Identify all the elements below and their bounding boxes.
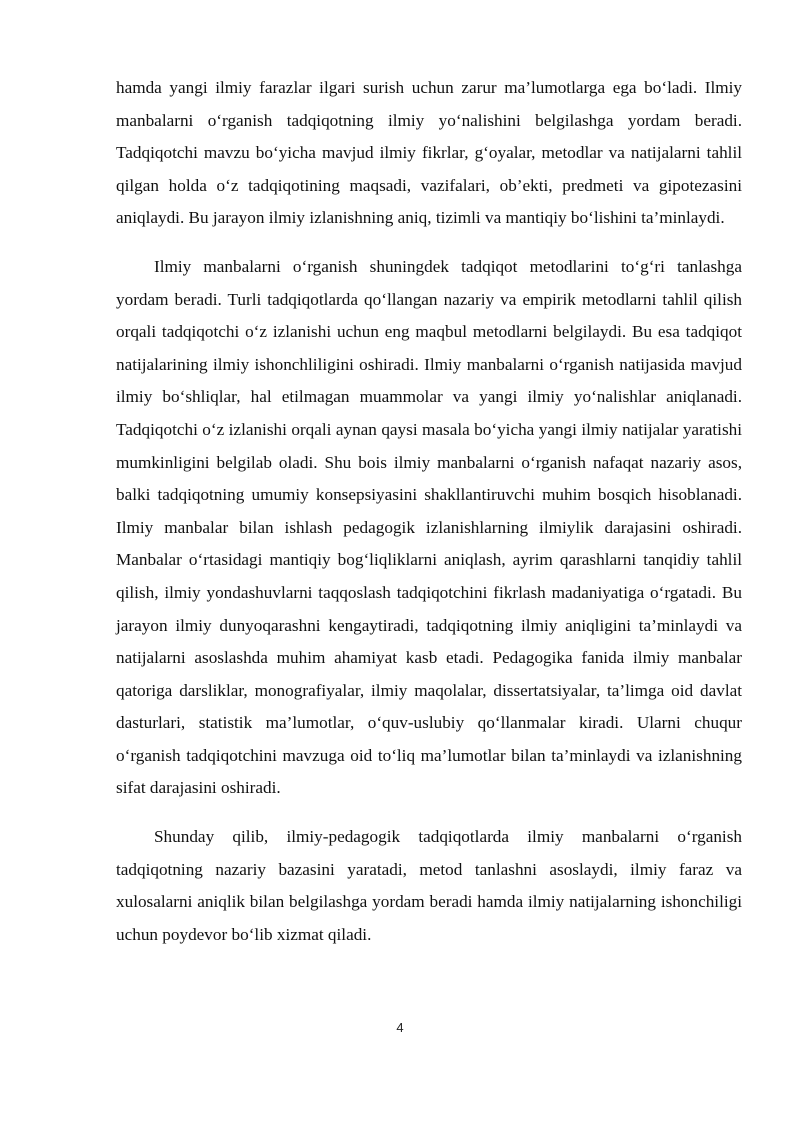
paragraph-continuation: hamda yangi ilmiy farazlar ilgari surish uchun zarur ma’lumotlarga ega bo‘ladi. Ilmiy manbalarni o‘rganish tadqiqotning ilmiy yo‘nalishini belgilashga yordam beradi. Tadqiqotchi mavzu bo‘yicha mavjud ilmiy fikrlar, g‘oyalar, metodlar va natijalarni tahlil qilgan holda o‘z tadqiqotining maqsadi, vazifalari, ob’ekti, predmeti va gipotezasini aniqlaydi. Bu jarayon ilmiy izlanishning aniq, tizimli va mantiqiy bo‘lishini ta’minlaydi. <box>116 78 742 228</box>
paragraph-research-methods: Ilmiy manbalarni o‘rganish shuningdek tadqiqot metodlarini to‘g‘ri tanlashga yordam beradi. Turli tadqiqotlarda qo‘llangan nazariy va empirik metodlarni tahlil qilish orqali tadqiqotchi o‘z izlanishi uchun eng maqbul metodlarni belgilaydi. Bu esa tadqiqot natijalarining ilmiy ishonchliligini oshiradi. Ilmiy manbalarni o‘rganish natijasida mavjud ilmiy bo‘shliqlar, hal etilmagan muammolar va yangi ilmiy yo‘nalishlar aniqlanadi. Tadqiqotchi o‘z izlanishi orqali aynan qaysi masala bo‘yicha yangi ilmiy natijalar yaratishi mumkinligini belgilab oladi. Shu bois ilmiy manbalarni o‘rganish nafaqat nazariy asos, balki tadqiqotning umumiy konsepsiyasini shakllantiruvchi muhim bosqich hisoblanadi. Ilmiy manbalar bilan ishlash pedagogik izlanishlarning ilmiylik darajasini oshiradi. Manbalar o‘rtasidagi mantiqiy bog‘liqliklarni aniqlash, ayrim qarashlarni tanqidiy tahlil qilish, ilmiy yondashuvlarni taqqoslash tadqiqotchini fikrlash madaniyatiga o‘rgatadi. Bu jarayon ilmiy dunyoqarashni kengaytiradi, tadqiqotning ilmiy aniqligini ta’minlaydi va natijalarni asoslashda muhim ahamiyat kasb etadi. Pedagogika fanida ilmiy manbalar qatoriga darsliklar, monografiyalar, ilmiy maqolalar, dissertatsiyalar, ta’limga oid davlat dasturlari, statistik ma’lumotlar, o‘quv-uslubiy qo‘llanmalar kiradi. Ularni chuqur o‘rganish tadqiqotchini mavzuga oid to‘liq ma’lumotlar bilan ta’minlaydi va izlanishning sifat darajasini oshiradi. <box>116 256 742 798</box>
paragraph-conclusion: Shunday qilib, ilmiy-pedagogik tadqiqotlarda ilmiy manbalarni o‘rganish tadqiqotning nazariy bazasini yaratadi, metod tanlashni asoslaydi, ilmiy faraz va xulosalarni aniqlik bilan belgilashga yordam beradi hamda ilmiy natijalarning ishonchiligi uchun poydevor bo‘lib xizmat qiladi. <box>116 827 742 944</box>
paragraph-gap <box>116 235 742 251</box>
page-body <box>116 72 742 951</box>
paragraph-gap <box>116 805 742 821</box>
page-number: 4 <box>396 1020 404 1035</box>
